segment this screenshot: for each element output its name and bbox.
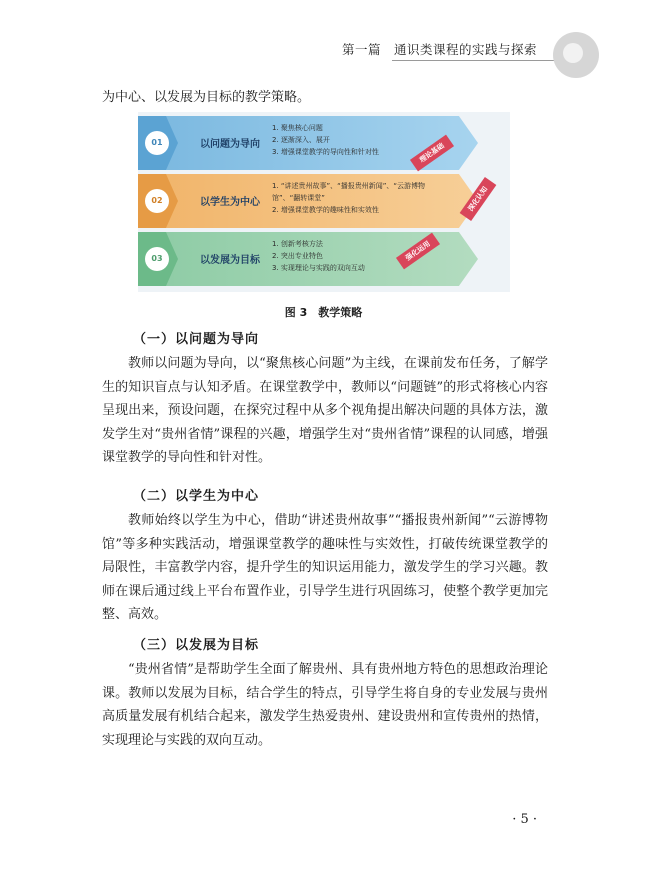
row-point: 2. 突出专业特色 <box>272 252 323 260</box>
row-label: 以问题为导向 <box>200 139 260 150</box>
section-heading-2: （二）以学生为中心 <box>133 489 260 504</box>
row-point: 1. “讲述贵州故事”、“播报贵州新闻”、“云游博物 <box>272 182 426 190</box>
section-heading-1: （一）以问题为导向 <box>133 332 260 347</box>
section-body-3: “贵州省情”是帮助学生全面了解贵州、具有贵州地方特色的思想政治理论课。教师以发展为目标，结合学生的特点，引导学生将自身的专业发展与贵州高质量发展有机结合起来，激发学生热爱贵州、建设贵州和宣传贵州的热情，实现理论与实践的双向互动。 <box>102 662 548 748</box>
row-tag: 强化运用 <box>396 233 440 270</box>
row-point: 1. 聚焦核心问题 <box>272 124 323 132</box>
header-title: 第一篇 通识类课程的实践与探索 <box>341 42 537 57</box>
figure-row-1 <box>138 116 510 170</box>
row-label: 以发展为目标 <box>200 255 260 266</box>
row-number: 03 <box>145 247 169 271</box>
section-body-1: 教师以问题为导向，以“聚焦核心问题”为主线，在课前发布任务，了解学生的知识盲点与认知矛盾。在课堂教学中，教师以“问题链”的形式将核心内容呈现出来，预设问题，在探究过程中从多个视角提出解决问题的具体方法，激发学生对“贵州省情”课程的兴趣，增强学生对“贵州省情”课程的认同感，增强课堂教学的导向性和针对性。 <box>102 356 548 465</box>
row-tag: 理论基础 <box>410 135 454 172</box>
row-label: 以学生为中心 <box>200 197 260 208</box>
figure-caption: 图 3 教学策略 <box>284 306 363 319</box>
teaching-strategy-figure <box>138 112 510 292</box>
row-point: 3. 实现理论与实践的双向互动 <box>272 264 365 272</box>
row-point: 2. 逐渐深入、展开 <box>272 136 330 144</box>
row-points <box>272 180 450 216</box>
figure-row-3 <box>138 232 510 286</box>
row-number: 01 <box>145 131 169 155</box>
section-body-2: 教师始终以学生为中心，借助“讲述贵州故事”“播报贵州新闻”“云游博物馆”等多种实践活动，增强课堂教学的趣味性与实效性，打破传统课堂教学的局限性，丰富教学内容，提升学生的知识运用能力，激发学生的学习兴趣。教师在课后通过线上平台布置作业，引导学生进行巩固练习，使整个教学更加完整、高效。 <box>102 513 548 622</box>
row-point: 2. 增强课堂教学的趣味性和实效性 <box>272 206 379 214</box>
intro-line: 为中心、以发展为目标的教学策略。 <box>102 90 311 105</box>
row-point: 1. 创新考核方法 <box>272 240 323 248</box>
row-point: 馆”、“翻转课堂” <box>272 194 325 202</box>
row-tag: 深化认知 <box>460 177 497 221</box>
row-number: 02 <box>145 189 169 213</box>
page-number: · 5 · <box>512 812 537 827</box>
header-rule <box>392 60 577 61</box>
header-decoration-circle <box>553 32 599 78</box>
section-heading-3: （三）以发展为目标 <box>133 638 260 653</box>
row-point: 3. 增强课堂教学的导向性和针对性 <box>272 148 379 156</box>
figure-row-2 <box>138 174 510 228</box>
